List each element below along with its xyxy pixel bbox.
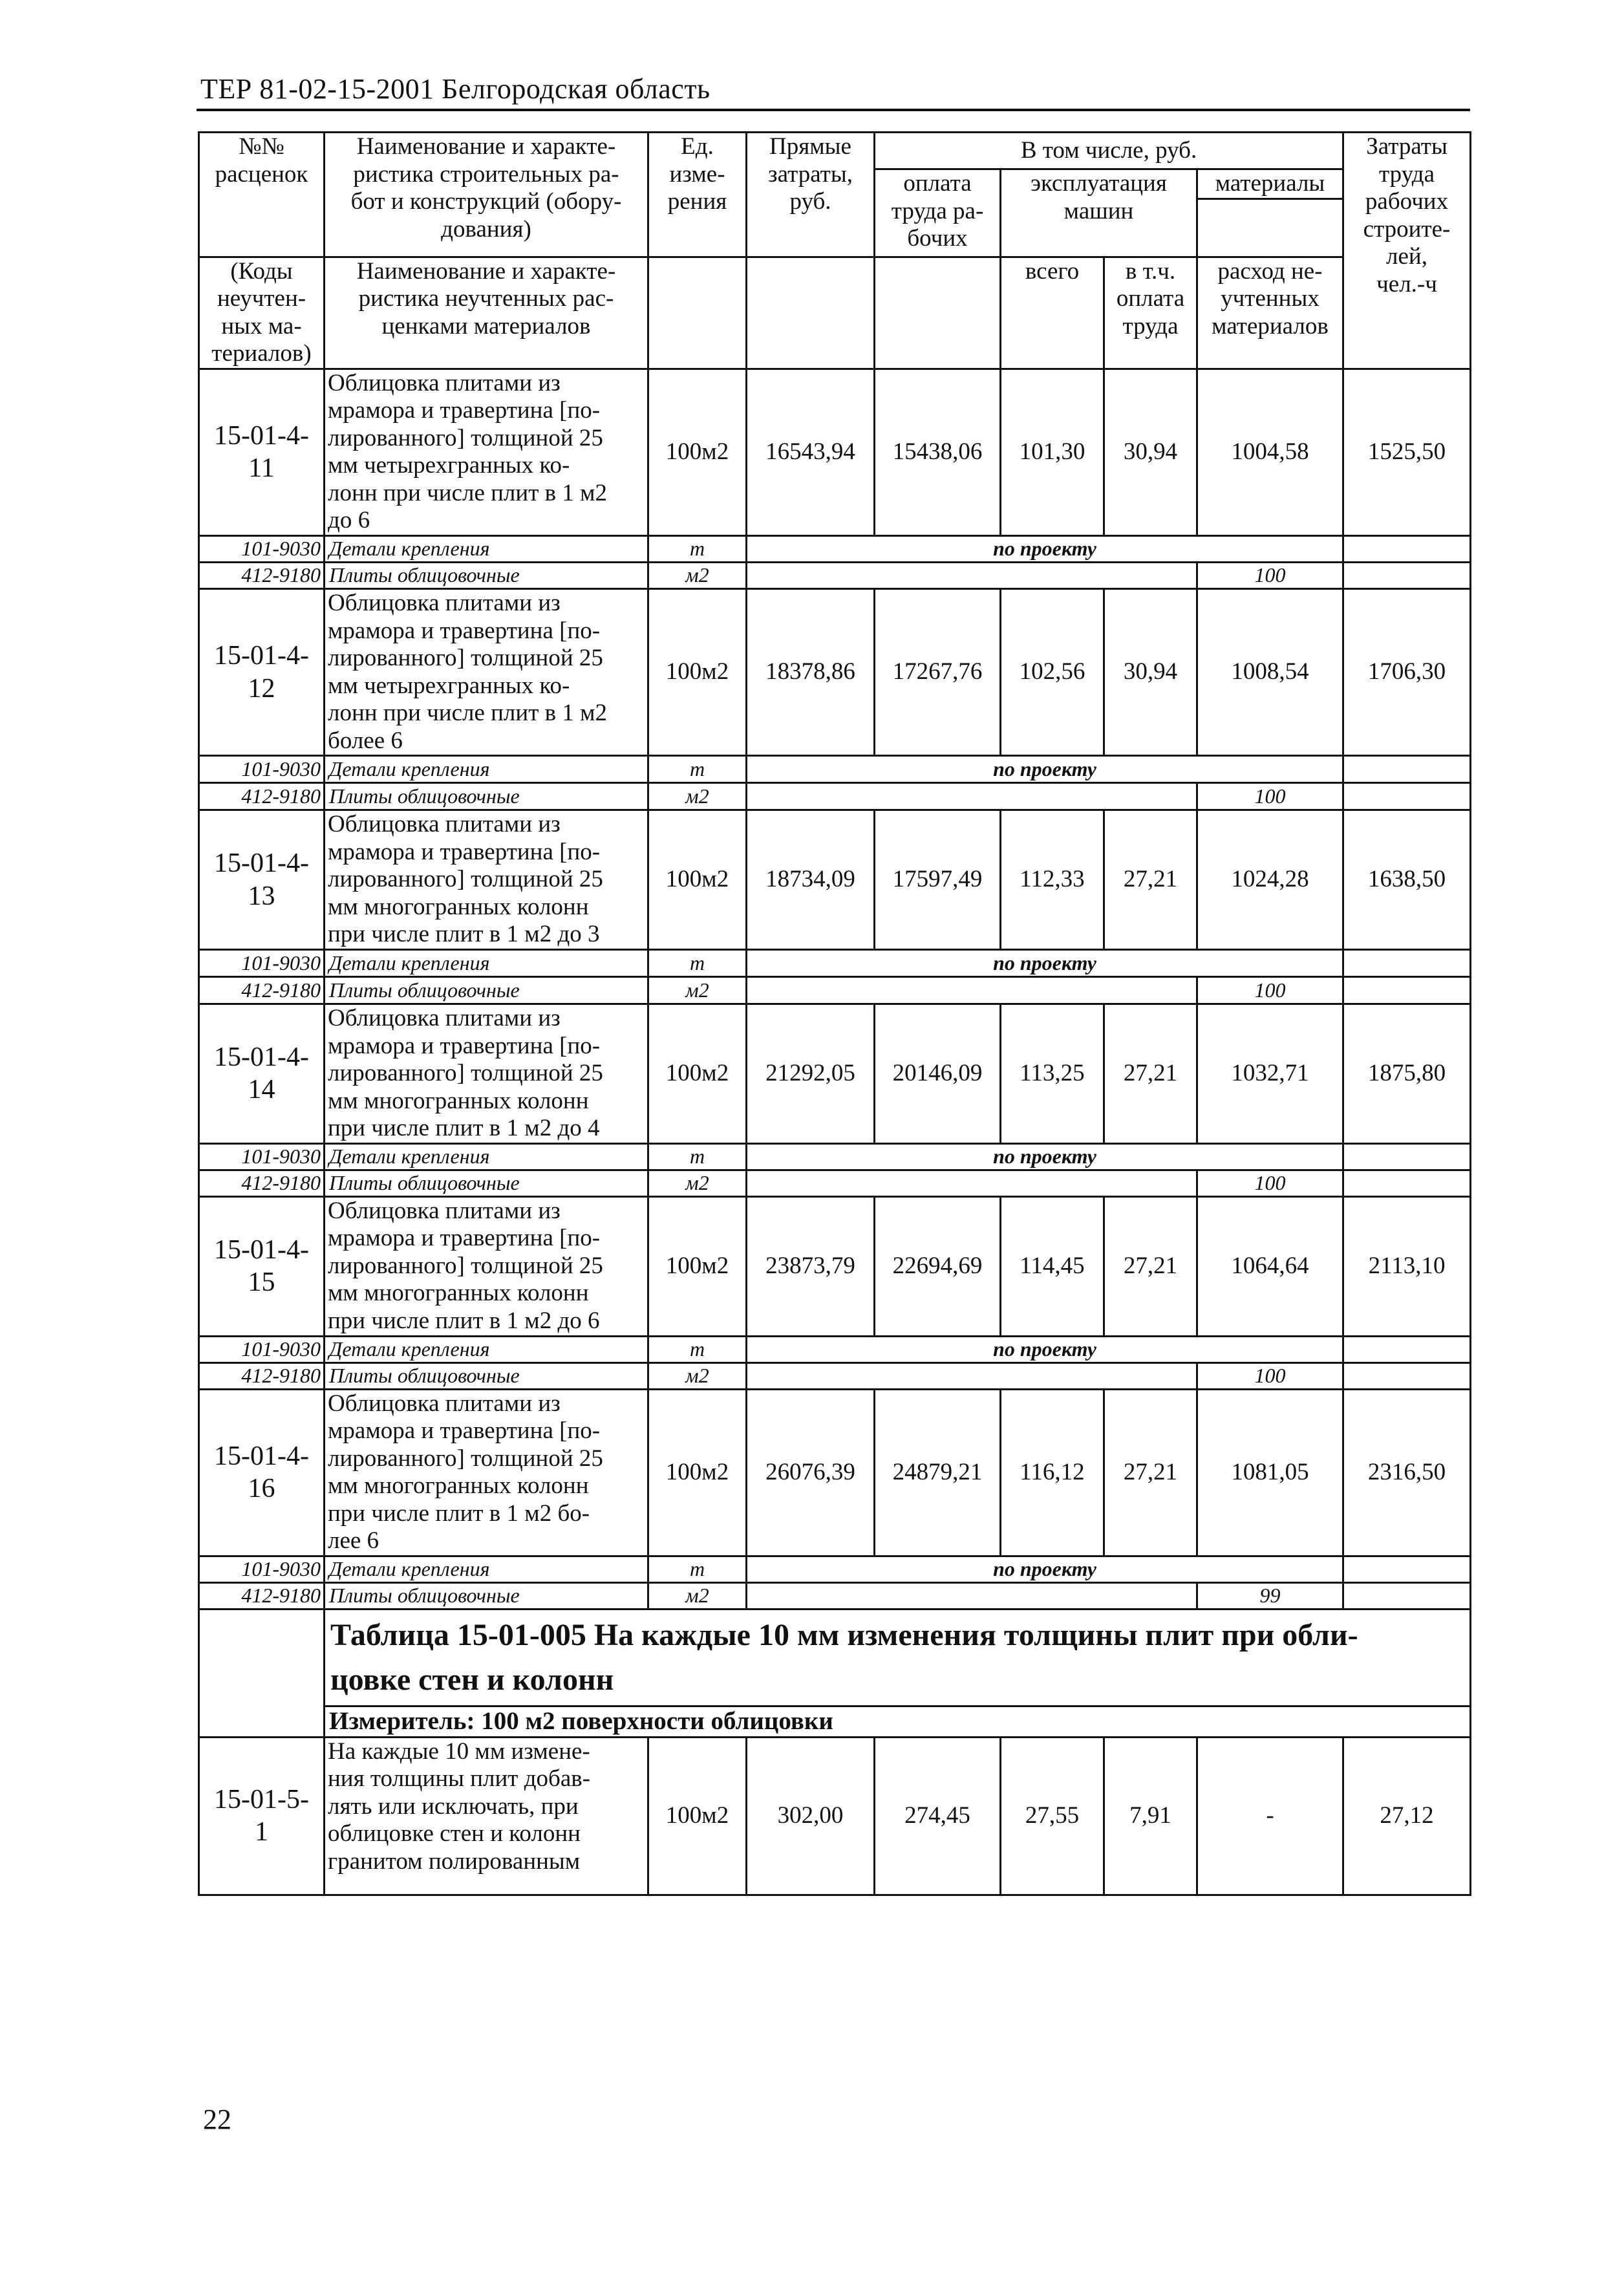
material-unit: м2 <box>648 1362 747 1389</box>
rate-name-line: Облицовка плитами из <box>328 811 561 838</box>
rate-name-line: лированного] толщиной 25 <box>328 866 603 893</box>
rate-code <box>199 810 325 950</box>
material-value: 100 <box>1197 783 1343 810</box>
rate-name-line: Облицовка плитами из <box>328 369 561 396</box>
rate-row <box>199 1389 1471 1556</box>
header-code-line: расценок <box>215 160 308 188</box>
section-title-row <box>199 1609 1471 1706</box>
rate-code <box>199 1737 325 1895</box>
page-number: 22 <box>203 2104 231 2135</box>
material-labor-blank <box>1343 1143 1471 1170</box>
rate-row <box>199 1737 1471 1895</box>
rate-name <box>325 1737 648 1895</box>
header-including: В том числе, руб. <box>875 133 1343 169</box>
header-machines-line: машин <box>1063 197 1134 224</box>
material-name: Плиты облицовочные <box>325 1170 648 1196</box>
section-title-line: Таблица 15-01-005 На каждые 10 мм изменения толщины плит при обли- <box>330 1617 1358 1652</box>
material-labor-blank <box>1343 1170 1471 1196</box>
rate-name <box>325 1004 648 1144</box>
rate-name-line: до 6 <box>328 507 370 534</box>
header-labor-line: труда <box>1378 160 1435 188</box>
rate-unit: 100м2 <box>648 1389 747 1556</box>
material-name: Детали крепления <box>325 1556 648 1582</box>
header-labor-line: лей, <box>1386 243 1427 270</box>
rate-direct-costs: 302,00 <box>747 1737 875 1895</box>
header-materials-sub <box>1197 257 1343 369</box>
rate-name-line: лированного] толщиной 25 <box>328 1445 603 1472</box>
material-unit: м2 <box>648 783 747 810</box>
rate-code-line: 15-01-4- <box>214 420 309 451</box>
rate-code <box>199 1196 325 1336</box>
header-materials-sub-line: материалов <box>1212 312 1329 339</box>
rate-name-line: мм многогранных колонн <box>328 1472 589 1500</box>
rate-name <box>325 1389 648 1556</box>
header-wages-blank <box>875 257 1001 369</box>
rate-materials: 1024,28 <box>1197 810 1343 950</box>
rate-row <box>199 1004 1471 1144</box>
material-labor-blank <box>1343 1556 1471 1582</box>
material-unit: т <box>648 1143 747 1170</box>
rate-machines: 102,56 <box>1001 589 1104 756</box>
header-name-line: ристика строительных ра- <box>353 160 619 188</box>
rate-materials: 1081,05 <box>1197 1389 1343 1556</box>
rate-direct-costs: 26076,39 <box>747 1389 875 1556</box>
material-value: по проекту <box>747 950 1343 977</box>
material-value: 100 <box>1197 1362 1343 1389</box>
header-row <box>199 133 1471 169</box>
rate-wages: 17267,76 <box>875 589 1001 756</box>
header-wages-line: бочих <box>907 225 968 252</box>
rate-row <box>199 589 1471 756</box>
header-name-line: Наименование и характе- <box>356 133 616 160</box>
header-machines-total: всего <box>1001 257 1104 369</box>
rate-unit: 100м2 <box>648 810 747 950</box>
rate-code-line: 15-01-4- <box>214 1234 309 1265</box>
rate-name-line: лонн при числе плит в 1 м2 <box>328 479 608 506</box>
rate-unit: 100м2 <box>648 1004 747 1144</box>
material-value: 100 <box>1197 563 1343 589</box>
material-labor-blank <box>1343 756 1471 783</box>
material-code: 101-9030 <box>199 1336 325 1362</box>
rate-machines: 101,30 <box>1001 369 1104 535</box>
rate-code-line: 15-01-4- <box>214 848 309 879</box>
rate-row <box>199 810 1471 950</box>
material-labor-blank <box>1343 1336 1471 1362</box>
material-value: 100 <box>1197 1170 1343 1196</box>
rate-name-line: мм четырехгранных ко- <box>328 672 570 699</box>
section-meter: Измеритель: 100 м2 поверхности облицовки <box>325 1706 1471 1737</box>
rate-code-line: 15-01-4- <box>214 1042 309 1072</box>
rate-name-line: Облицовка плитами из <box>328 1005 561 1032</box>
rate-name <box>325 589 648 756</box>
material-unit: м2 <box>648 977 747 1004</box>
header-row <box>199 257 1471 338</box>
rate-direct-costs: 21292,05 <box>747 1004 875 1144</box>
header-code-sub <box>199 257 325 369</box>
header-code-sub-line: (Коды <box>230 257 293 285</box>
rate-name-line: при числе плит в 1 м2 до 4 <box>328 1115 600 1142</box>
section-code-blank <box>199 1609 325 1737</box>
rate-wages: 17597,49 <box>875 810 1001 950</box>
material-labor-blank <box>1343 1362 1471 1389</box>
material-code: 101-9030 <box>199 950 325 977</box>
rate-unit: 100м2 <box>648 1737 747 1895</box>
material-row <box>199 563 1471 589</box>
rate-labor: 2316,50 <box>1343 1389 1471 1556</box>
rate-code-line: 11 <box>248 453 275 484</box>
header-name-sub-line: Наименование и характе- <box>356 257 616 285</box>
material-value: по проекту <box>747 1556 1343 1582</box>
material-blank <box>747 977 1197 1004</box>
material-name: Детали крепления <box>325 756 648 783</box>
rate-direct-costs: 23873,79 <box>747 1196 875 1336</box>
rate-name-line: лонн при числе плит в 1 м2 <box>328 700 608 727</box>
header-name-line: дования) <box>441 215 531 242</box>
material-unit: т <box>648 950 747 977</box>
rate-materials: 1064,64 <box>1197 1196 1343 1336</box>
rate-materials: 1004,58 <box>1197 369 1343 535</box>
rate-name-line: гранитом полированным <box>328 1848 581 1875</box>
rate-name <box>325 1196 648 1336</box>
material-code: 101-9030 <box>199 536 325 563</box>
material-row <box>199 1143 1471 1170</box>
rate-machines-wages: 30,94 <box>1104 589 1197 756</box>
header-wages <box>875 169 1001 257</box>
header-machines-wages-line: труда <box>1122 312 1179 339</box>
rate-direct-costs: 18378,86 <box>747 589 875 756</box>
material-labor-blank <box>1343 563 1471 589</box>
section-meter-row <box>199 1706 1471 1737</box>
section-title <box>325 1609 1471 1706</box>
header-direct-costs-line: затраты, <box>768 160 853 188</box>
material-row <box>199 1336 1471 1362</box>
header-unit-blank <box>648 257 747 369</box>
material-unit: м2 <box>648 1582 747 1609</box>
rate-wages: 274,45 <box>875 1737 1001 1895</box>
material-code: 412-9180 <box>199 1582 325 1609</box>
rate-name-line: мрамора и травертина [по- <box>328 1225 601 1252</box>
material-labor-blank <box>1343 977 1471 1004</box>
rate-unit: 100м2 <box>648 1196 747 1336</box>
material-blank <box>747 1170 1197 1196</box>
rate-machines-wages: 27,21 <box>1104 1389 1197 1556</box>
material-code: 101-9030 <box>199 756 325 783</box>
header-labor-line: рабочих <box>1365 188 1449 215</box>
rate-labor: 1875,80 <box>1343 1004 1471 1144</box>
rate-name-line: лированного] толщиной 25 <box>328 1252 603 1279</box>
rate-machines-wages: 27,21 <box>1104 810 1197 950</box>
material-row <box>199 1170 1471 1196</box>
material-row <box>199 977 1471 1004</box>
header-materials: материалы <box>1197 169 1343 199</box>
header-code-sub-line: неучтен- <box>217 285 306 312</box>
rate-machines: 112,33 <box>1001 810 1104 950</box>
rate-labor: 2113,10 <box>1343 1196 1471 1336</box>
header-rule <box>197 109 1470 111</box>
rate-code-line: 15 <box>248 1267 275 1298</box>
header-direct-costs-line: руб. <box>789 188 831 215</box>
material-row <box>199 783 1471 810</box>
material-row <box>199 756 1471 783</box>
material-code: 412-9180 <box>199 1170 325 1196</box>
material-unit: т <box>648 1336 747 1362</box>
header-unit-line: рения <box>667 188 727 215</box>
material-value: по проекту <box>747 756 1343 783</box>
rate-name-line: лять или исключать, при <box>328 1792 579 1820</box>
rate-code <box>199 1389 325 1556</box>
rate-name <box>325 810 648 950</box>
header-name-sub-line: ценками материалов <box>381 312 591 339</box>
material-name: Плиты облицовочные <box>325 563 648 589</box>
material-name: Плиты облицовочные <box>325 783 648 810</box>
material-code: 412-9180 <box>199 563 325 589</box>
material-unit: м2 <box>648 1170 747 1196</box>
rate-materials: - <box>1197 1737 1343 1895</box>
rate-code-line: 15-01-4- <box>214 641 309 671</box>
rate-code <box>199 589 325 756</box>
rate-unit: 100м2 <box>648 369 747 535</box>
rate-name-line: мм многогранных колонн <box>328 1280 589 1307</box>
header-materials-blank <box>1197 199 1343 257</box>
header-code-sub-line: ных ма- <box>221 312 302 339</box>
rate-direct-costs: 16543,94 <box>747 369 875 535</box>
header-direct-blank <box>747 257 875 369</box>
rate-name-line: лированного] толщиной 25 <box>328 1060 603 1087</box>
rate-name-line: лее 6 <box>328 1527 379 1555</box>
rate-name-line: лированного] толщиной 25 <box>328 424 603 451</box>
rate-wages: 20146,09 <box>875 1004 1001 1144</box>
header-unit-line: изме- <box>669 160 725 188</box>
rate-machines: 114,45 <box>1001 1196 1104 1336</box>
material-code: 101-9030 <box>199 1143 325 1170</box>
rate-labor: 1525,50 <box>1343 369 1471 535</box>
material-name: Плиты облицовочные <box>325 1362 648 1389</box>
rate-name-line: мрамора и травертина [по- <box>328 617 601 644</box>
rate-machines-wages: 30,94 <box>1104 369 1197 535</box>
material-value: 100 <box>1197 977 1343 1004</box>
rate-name <box>325 369 648 535</box>
material-blank <box>747 1362 1197 1389</box>
material-blank <box>747 783 1197 810</box>
material-labor-blank <box>1343 950 1471 977</box>
material-blank <box>747 1582 1197 1609</box>
header-direct-costs-line: Прямые <box>769 133 851 160</box>
rate-name-line: мм четырехгранных ко- <box>328 452 570 479</box>
rate-materials: 1032,71 <box>1197 1004 1343 1144</box>
rate-wages: 22694,69 <box>875 1196 1001 1336</box>
rate-unit: 100м2 <box>648 589 747 756</box>
rate-code-line: 1 <box>255 1817 268 1847</box>
header-name-line: бот и конструкций (обору- <box>350 188 622 215</box>
header-unit-line: Ед. <box>681 133 714 160</box>
rate-wages: 15438,06 <box>875 369 1001 535</box>
rate-name-line: На каждые 10 мм измене- <box>328 1738 590 1765</box>
rates-table <box>198 131 1471 1896</box>
material-row <box>199 1582 1471 1609</box>
rate-name-line: при числе плит в 1 м2 бо- <box>328 1500 590 1527</box>
material-row <box>199 950 1471 977</box>
header-machines <box>1001 169 1197 257</box>
material-name: Детали крепления <box>325 1336 648 1362</box>
rate-name-line: мрамора и травертина [по- <box>328 397 601 424</box>
rate-code-line: 14 <box>248 1075 275 1105</box>
header-labor-line: строите- <box>1363 215 1451 242</box>
header-unit <box>648 133 747 257</box>
section-title-line: цовке стен и колонн <box>330 1663 614 1697</box>
rate-machines: 116,12 <box>1001 1389 1104 1556</box>
header-labor-line: чел.-ч <box>1376 270 1437 297</box>
header-machines-wages-line: оплата <box>1116 285 1185 312</box>
header-name-sub <box>325 257 648 369</box>
rate-name-line: при числе плит в 1 м2 до 6 <box>328 1307 600 1334</box>
header-direct-costs <box>747 133 875 257</box>
material-value: по проекту <box>747 1143 1343 1170</box>
rate-name-line: облицовке стен и колонн <box>328 1820 581 1847</box>
rate-row <box>199 369 1471 535</box>
material-value: 99 <box>1197 1582 1343 1609</box>
header-wages-line: оплата <box>903 170 972 197</box>
header-materials-sub-line: учтенных <box>1221 285 1320 312</box>
material-labor-blank <box>1343 536 1471 563</box>
header-labor-line: Затраты <box>1366 133 1448 160</box>
rate-name-line: при числе плит в 1 м2 до 3 <box>328 921 600 948</box>
header-code <box>199 133 325 257</box>
rate-labor: 27,12 <box>1343 1737 1471 1895</box>
rate-name-line: мрамора и травертина [по- <box>328 838 601 865</box>
rate-row <box>199 1196 1471 1336</box>
header-machines-wages <box>1104 257 1197 369</box>
rate-name-line: Облицовка плитами из <box>328 1197 561 1224</box>
header-labor <box>1343 133 1471 369</box>
rate-name-line: Облицовка плитами из <box>328 1390 561 1417</box>
table-body <box>199 133 1471 1895</box>
rate-name-line: мрамора и травертина [по- <box>328 1417 601 1445</box>
material-value: по проекту <box>747 536 1343 563</box>
material-name: Плиты облицовочные <box>325 1582 648 1609</box>
material-unit: т <box>648 756 747 783</box>
rate-name-line: мм многогранных колонн <box>328 1087 589 1114</box>
material-blank <box>747 563 1197 589</box>
material-labor-blank <box>1343 783 1471 810</box>
rate-name-line: более 6 <box>328 727 403 754</box>
material-code: 412-9180 <box>199 1362 325 1389</box>
header-wages-line: труда ра- <box>891 197 984 224</box>
rate-materials: 1008,54 <box>1197 589 1343 756</box>
rate-code-line: 15-01-5- <box>214 1784 309 1814</box>
material-code: 412-9180 <box>199 783 325 810</box>
material-row <box>199 1362 1471 1389</box>
material-name: Детали крепления <box>325 1143 648 1170</box>
rate-code <box>199 369 325 535</box>
header-machines-wages-line: в т.ч. <box>1125 257 1176 285</box>
rate-machines: 27,55 <box>1001 1737 1104 1895</box>
rate-code-line: 12 <box>248 673 275 704</box>
header-code-sub-line: териалов) <box>211 340 312 367</box>
rate-name-line: мрамора и травертина [по- <box>328 1032 601 1059</box>
rate-code-line: 15-01-4- <box>214 1441 309 1471</box>
material-labor-blank <box>1343 1582 1471 1609</box>
rate-machines-wages: 27,21 <box>1104 1004 1197 1144</box>
material-code: 101-9030 <box>199 1556 325 1582</box>
material-unit: м2 <box>648 563 747 589</box>
page-header: ТЕР 81-02-15-2001 Белгородская область <box>200 73 710 105</box>
rate-name-line: ния толщины плит добав- <box>328 1765 591 1792</box>
rate-code-line: 16 <box>248 1474 275 1504</box>
material-name: Плиты облицовочные <box>325 977 648 1004</box>
rate-machines: 113,25 <box>1001 1004 1104 1144</box>
material-row <box>199 1556 1471 1582</box>
material-unit: т <box>648 536 747 563</box>
rate-wages: 24879,21 <box>875 1389 1001 1556</box>
rate-machines-wages: 7,91 <box>1104 1737 1197 1895</box>
header-materials-sub-line: расход не- <box>1217 257 1323 285</box>
rate-code-line: 13 <box>248 881 275 911</box>
rate-labor: 1638,50 <box>1343 810 1471 950</box>
rate-code <box>199 1004 325 1144</box>
material-value: по проекту <box>747 1336 1343 1362</box>
header-name-sub-line: ристика неучтенных рас- <box>358 285 614 312</box>
header-machines-line: эксплуатация <box>1031 170 1167 197</box>
material-code: 412-9180 <box>199 977 325 1004</box>
rate-machines-wages: 27,21 <box>1104 1196 1197 1336</box>
rate-name-line: мм многогранных колонн <box>328 893 589 920</box>
rate-name-line: Облицовка плитами из <box>328 590 561 617</box>
rate-labor: 1706,30 <box>1343 589 1471 756</box>
header-code-line: №№ <box>239 133 284 160</box>
material-name: Детали крепления <box>325 950 648 977</box>
material-row <box>199 536 1471 563</box>
rate-name-line: лированного] толщиной 25 <box>328 645 603 672</box>
material-name: Детали крепления <box>325 536 648 563</box>
rate-direct-costs: 18734,09 <box>747 810 875 950</box>
material-unit: т <box>648 1556 747 1582</box>
header-name <box>325 133 648 257</box>
